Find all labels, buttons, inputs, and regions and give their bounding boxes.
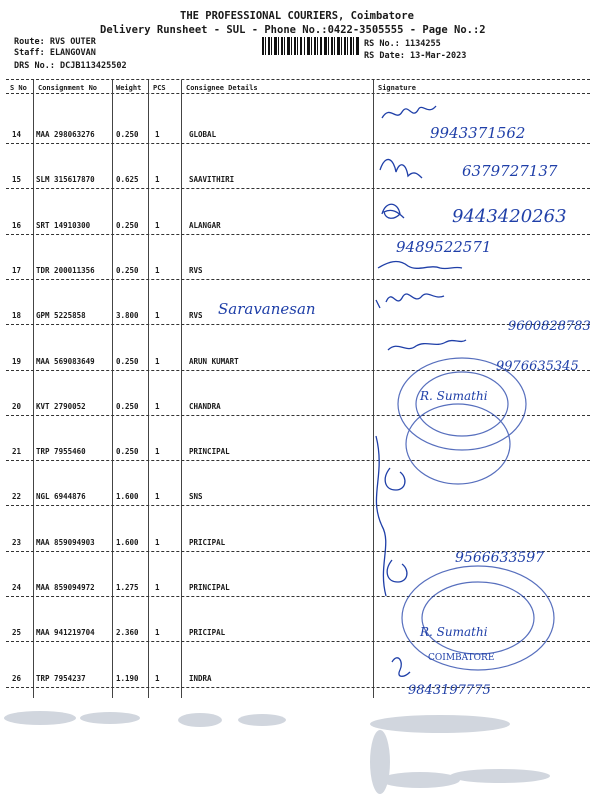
row-consignee: RVS [189,265,203,275]
row-consignment-no: MAA 859094972 [36,583,95,592]
row-weight: 1.600 [116,537,139,547]
row-consignment-no: SLM 315617870 [36,175,95,185]
row-consignee: RVS [189,311,203,321]
row-weight: 0.250 [116,220,139,230]
row-consignment-no: MAA 298063276 [36,130,95,139]
handwritten-phone: 9443420263 [452,206,567,227]
row-pcs: 1 [155,537,160,547]
row-sno: 22 [12,492,22,502]
row-consignment-no: TDR 200011356 [36,265,95,275]
row-consignee: PRINCIPAL [189,583,230,592]
handwritten-phone: 9600828783 [508,319,591,334]
row-pcs: 1 [155,265,160,275]
row-sno: 17 [12,265,22,275]
row-consignee: ALANGAR [189,220,221,230]
column-header-consignment: Consignment No [38,84,98,92]
row-pcs: 1 [155,673,160,683]
column-header-weight: Weight [116,84,142,92]
row-weight: 0.250 [116,447,139,457]
stamp-text: COIMBATORE [428,653,495,663]
drs-number: DRS No.: DCJB113425502 [14,61,127,71]
row-sno: 15 [12,175,22,185]
row-weight: 1.600 [116,492,139,502]
row-weight: 1.190 [116,673,139,683]
rs-date: RS Date: 13-Mar-2023 [364,51,467,61]
handwritten-phone: 9489522571 [396,238,492,256]
row-consignment-no: TRP 7955460 [36,447,86,457]
row-pcs: 1 [155,492,160,502]
row-weight: 0.250 [116,265,139,275]
row-pcs: 1 [155,628,160,638]
row-sno: 23 [12,537,22,547]
row-pcs: 1 [155,130,160,139]
row-consignment-no: TRP 7954237 [36,673,86,683]
row-pcs: 1 [155,401,160,411]
row-consignee: PRINCIPAL [189,447,230,457]
rs-number: RS No.: 1134255 [364,39,441,49]
row-sno: 19 [12,356,22,366]
handwritten-phone: 9976635345 [496,359,579,374]
row-consignment-no: SRT 14910300 [36,220,91,230]
row-consignee: INDRA [189,673,212,683]
row-weight: 1.275 [116,583,139,592]
row-consignee: GLOBAL [189,130,217,139]
row-consignee: PRICIPAL [189,628,226,638]
row-sno: 18 [12,311,22,321]
staff-label: Staff: ELANGOVAN [14,48,96,58]
row-pcs: 1 [155,356,160,366]
row-consignee: CHANDRA [189,401,221,411]
handwritten-phone: 9566633597 [455,550,545,566]
handwritten-phone: 6379727137 [462,162,558,180]
row-consignment-no: GPM 5225858 [36,311,86,321]
row-weight: 0.250 [116,130,139,139]
route-label: Route: RVS OUTER [14,37,96,47]
handwritten-phone: 9843197775 [408,683,491,698]
column-header-consignee: Consignee Details [186,84,258,92]
row-weight: 2.360 [116,628,139,638]
row-pcs: 1 [155,583,160,592]
row-consignment-no: MAA 859094903 [36,537,95,547]
row-consignment-no: KVT 2790052 [36,401,86,411]
column-header-signature: Signature [378,84,416,92]
row-pcs: 1 [155,447,160,457]
row-weight: 3.800 [116,311,139,321]
column-header-sno: S No [10,84,27,92]
document-subtitle: Delivery Runsheet - SUL - Phone No.:0422-3505555 - Page No.:2 [100,24,486,36]
handwritten-signature: R. Sumathi [420,625,488,639]
row-sno: 26 [12,673,22,683]
row-sno: 20 [12,401,22,411]
column-header-pcs: PCS [153,84,166,92]
row-consignment-no: MAA 941219704 [36,628,95,638]
handwritten-phone: 9943371562 [430,124,526,142]
row-consignment-no: NGL 6944876 [36,492,86,502]
row-pcs: 1 [155,175,160,185]
row-consignee: SAAVITHIRI [189,175,235,185]
row-sno: 24 [12,583,22,592]
row-weight: 0.250 [116,356,139,366]
row-weight: 0.250 [116,401,139,411]
document-title: THE PROFESSIONAL COURIERS, Coimbatore [180,10,414,22]
row-sno: 21 [12,447,22,457]
row-consignment-no: MAA 569083649 [36,356,95,366]
row-sno: 14 [12,130,22,139]
row-consignee: PRICIPAL [189,537,226,547]
row-sno: 16 [12,220,22,230]
blurred-footer [0,702,600,800]
row-sno: 25 [12,628,22,638]
row-consignee: ARUN KUMART [189,356,239,366]
handwritten-signature: R. Sumathi [420,389,488,403]
row-weight: 0.625 [116,175,139,185]
handwritten-name: Saravanesan [218,300,316,318]
row-consignee: SNS [189,492,203,502]
row-pcs: 1 [155,311,160,321]
row-pcs: 1 [155,220,160,230]
